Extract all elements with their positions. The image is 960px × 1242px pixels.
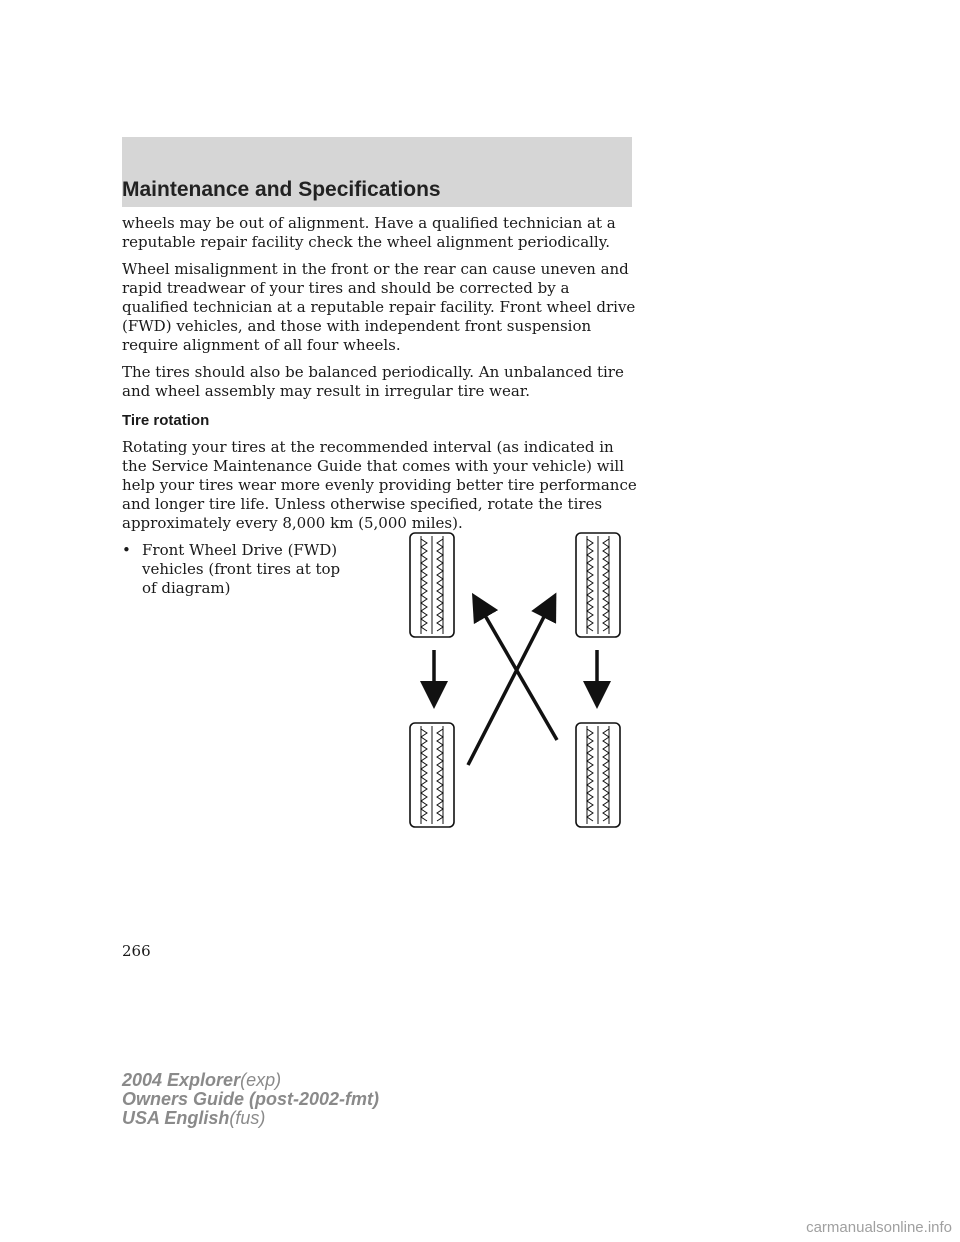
tire-rear-left <box>410 723 454 827</box>
bullet-item-fwd <box>122 541 352 598</box>
subheading-tire-rotation: Tire rotation <box>122 412 210 429</box>
tire-front-right <box>576 533 620 637</box>
page-number: 266 <box>122 942 151 960</box>
bullet-icon: • <box>122 541 131 559</box>
paragraph-misalignment: Wheel misalignment in the front or the rear can cause uneven and rapid treadwear of your tires and should be corrected by a qualified technician at a reputable repair facility. Front wheel drive (FWD) vehicles, and those with independent front suspension require alignment of all four wheels. <box>122 260 636 354</box>
tire-front-left <box>410 533 454 637</box>
footer-language: USA English <box>122 1108 230 1128</box>
tire-rear-right <box>576 723 620 827</box>
document-footer <box>122 1071 379 1128</box>
footer-guide: Owners Guide (post-2002-fmt) <box>122 1089 380 1109</box>
paragraph-alignment: wheels may be out of alignment. Have a qualified technician at a reputable repair facility check the wheel alignment periodically. <box>122 214 616 251</box>
footer-model: 2004 Explorer <box>122 1070 241 1090</box>
section-title: Maintenance and Specifications <box>122 178 441 201</box>
watermark: carmanualsonline.info <box>806 1219 952 1236</box>
paragraph-balance: The tires should also be balanced periodically. An unbalanced tire and wheel assembly may result in irregular tire wear. <box>122 363 624 400</box>
footer-language-code: (fus) <box>229 1108 266 1128</box>
paragraph-rotation: Rotating your tires at the recommended interval (as indicated in the Service Maintenance Guide that comes with your vehicle) will help your tires wear more evenly providing better tire performance and longer tire life. Unless otherwise specified, rotate the tires approximately every 8,000 km (5,000 miles). <box>122 438 637 532</box>
tire-rotation-diagram <box>390 525 640 840</box>
arrow-cross-to-front-right <box>468 605 550 765</box>
footer-model-code: (exp) <box>240 1070 282 1090</box>
bullet-text: Front Wheel Drive (FWD) vehicles (front tires at top of diagram) <box>142 541 341 597</box>
